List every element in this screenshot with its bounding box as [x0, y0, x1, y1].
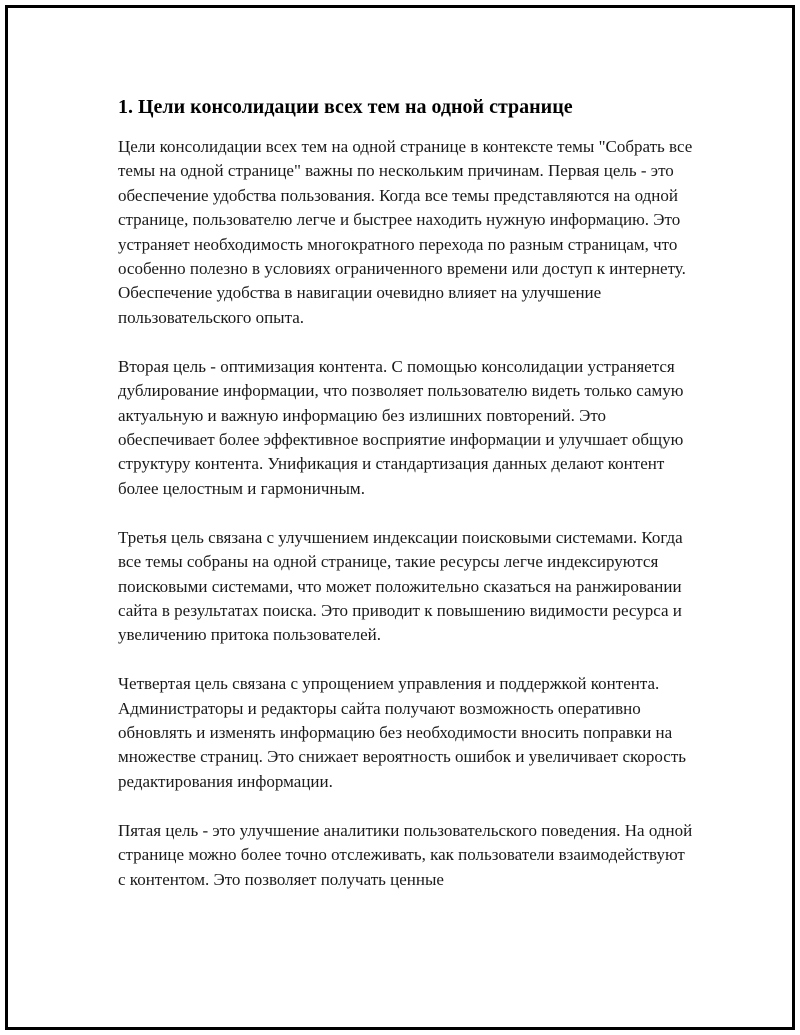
paragraph-5: Пятая цель - это улучшение аналитики пользовательского поведения. На одной странице можно более точно отслеживать, как пользователи взаимодействуют с контентом. Это позволяет получать ценные: [118, 820, 693, 889]
paragraph-3: Третья цель связана с улучшением индексации поисковыми системами. Когда все темы собраны на одной странице, такие ресурсы легче индексируются поисковыми системами, что может положительно сказаться на ранжировании сайта в результатах поиска. Это приводит к повышению видимости ресурса и увеличению притока пользователей.: [118, 527, 683, 645]
paragraph-1: Цели консолидации всех тем на одной странице в контексте темы "Собрать все темы на одной странице" важны по нескольким причинам. Первая цель - это обеспечение удобства пользования. Когда все темы представляются на одной странице, пользователю легче и быстрее находить нужную информацию. Это устраняет необходимость многократного перехода по разным страницам, что особенно полезно в условиях ограниченного времени или доступ к интернету. Обеспечение удобства в навигации очевидно влияет на улучшение пользовательского опыта.: [118, 137, 693, 327]
document-body: [118, 92, 693, 916]
section-heading: 1. Цели консолидации всех тем на одной странице: [118, 96, 573, 118]
paragraph-4: Четвертая цель связана с упрощением управления и поддержкой контента. Администраторы и редакторы сайта получают возможность оперативно обновлять и изменять информацию без необходимости вносить поправки на множестве страниц. Это снижает вероятность ошибок и увеличивает скорость редактирования информации.: [118, 674, 687, 791]
paragraph-2: Вторая цель - оптимизация контента. С помощью консолидации устраняется дублирование информации, что позволяет пользователю видеть только самую актуальную и важную информацию без излишних повторений. Это обеспечивает более эффективное восприятие информации и улучшает общую структуру контента. Унификация и стандартизация данных делают контент более целостным и гармоничным.: [118, 356, 684, 498]
